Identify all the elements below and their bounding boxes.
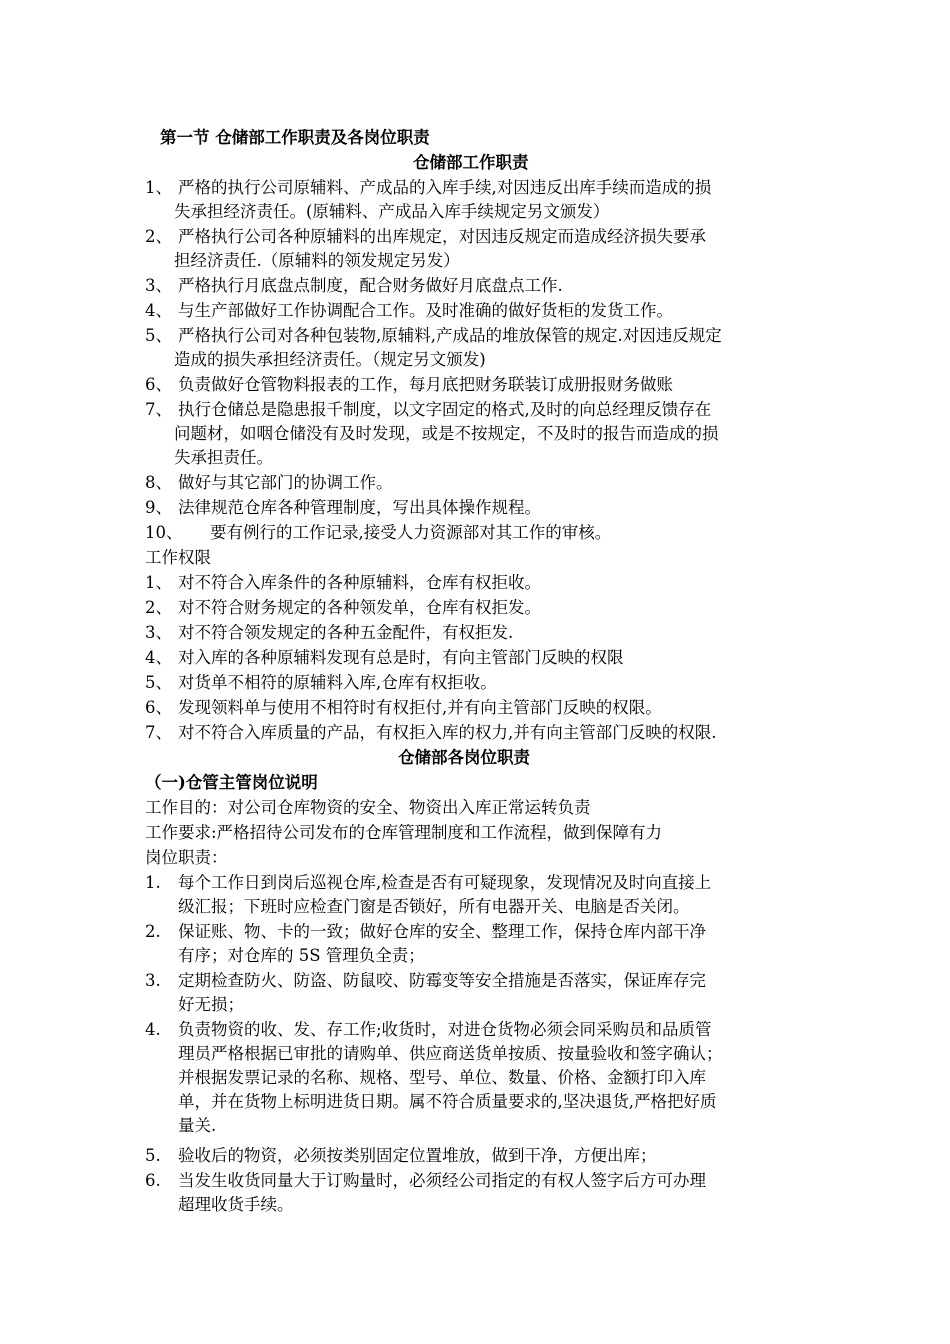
item-number: 5.: [145, 1146, 161, 1165]
item-number: 4.: [145, 1020, 161, 1039]
item-line: 担经济责任.（原辅料的领发规定另发）: [174, 251, 460, 270]
item-line: 对货单不相符的原辅料入库,仓库有权拒收。: [178, 673, 497, 692]
duties-label: 岗位职责：: [145, 848, 228, 867]
item-line: 与生产部做好工作协调配合工作。及时准确的做好货柜的发货工作。: [178, 301, 673, 320]
item-line: 好无损；: [178, 995, 244, 1014]
item-line: 对不符合领发规定的各种五金配件，有权拒发.: [178, 623, 514, 642]
item-line: 造成的损失承担经济责任。（规定另文颁发): [174, 350, 486, 369]
item-line: 失承担经济责任。(原辅料、产成品入库手续规定另文颁发）: [174, 202, 610, 221]
item-number: 3、: [145, 276, 172, 295]
item-number: 9、: [145, 498, 172, 517]
item-line: 理员严格根据已审批的请购单、供应商送货单按质、按量验收和签字确认；: [178, 1044, 723, 1063]
item-line: 负责物资的收、发、存工作;收货时，对进仓货物必须会同采购员和品质管: [178, 1020, 712, 1039]
item-number: 3.: [145, 971, 161, 990]
item-number: 1、: [145, 573, 172, 592]
item-line: 执行仓储总是隐患报千制度，以文字固定的格式,及时的向总经理反馈存在: [178, 400, 712, 419]
item-line: 失承担责任。: [174, 448, 273, 467]
section-title: 第一节 仓储部工作职责及各岗位职责: [160, 128, 430, 147]
item-line: 有序；对仓库的 5S 管理负全责；: [178, 946, 425, 965]
item-number: 8、: [145, 473, 172, 492]
item-number: 1.: [145, 873, 161, 892]
item-line: 要有例行的工作记录,接受人力资源部对其工作的审核。: [210, 523, 612, 542]
item-number: 10、: [145, 523, 183, 542]
work-purpose: 工作目的：对公司仓库物资的安全、物资出入库正常运转负责: [145, 798, 591, 817]
item-line: 验收后的物资，必须按类别固定位置堆放，做到干净，方便出库；: [178, 1146, 657, 1165]
post-duties-heading: 仓储部各岗位职责: [398, 748, 530, 767]
dept-duties-heading: 仓储部工作职责: [413, 153, 529, 172]
post-sub-heading: （一)仓管主管岗位说明: [145, 773, 318, 792]
item-number: 7、: [145, 400, 172, 419]
item-line: 量关.: [178, 1116, 217, 1135]
item-line: 严格执行公司对各种包装物,原辅料,产成品的堆放保管的规定.对因违反规定: [178, 326, 722, 345]
item-number: 2、: [145, 227, 172, 246]
item-number: 3、: [145, 623, 172, 642]
item-line: 做好与其它部门的协调工作。: [178, 473, 393, 492]
item-number: 4、: [145, 301, 172, 320]
item-number: 5、: [145, 673, 172, 692]
item-number: 4、: [145, 648, 172, 667]
work-requirement: 工作要求:严格招待公司发布的仓库管理制度和工作流程，做到保障有力: [145, 823, 663, 842]
item-line: 并根据发票记录的名称、规格、型号、单位、数量、价格、金额打印入库: [178, 1068, 706, 1087]
item-line: 严格的执行公司原辅料、产成品的入库手续,对因违反出库手续而造成的损: [178, 178, 712, 197]
item-line: 严格执行月底盘点制度，配合财务做好月底盘点工作.: [178, 276, 563, 295]
item-line: 对入库的各种原辅料发现有总是时，有向主管部门反映的权限: [178, 648, 624, 667]
item-line: 发现领料单与使用不相符时有权拒付,并有向主管部门反映的权限。: [178, 698, 662, 717]
item-line: 负责做好仓管物料报表的工作，每月底把财务联装订成册报财务做账: [178, 375, 673, 394]
item-line: 当发生收货同量大于订购量时，必须经公司指定的有权人签字后方可办理: [178, 1171, 706, 1190]
item-number: 6、: [145, 698, 172, 717]
item-line: 每个工作日到岗后巡视仓库,检查是否有可疑现象，发现情况及时向直接上: [178, 873, 712, 892]
item-number: 6、: [145, 375, 172, 394]
authority-heading: 工作权限: [145, 548, 211, 567]
item-number: 2、: [145, 598, 172, 617]
item-line: 单，并在货物上标明进货日期。属不符合质量要求的,坚决退货,严格把好质: [178, 1092, 717, 1111]
item-line: 对不符合入库条件的各种原辅料，仓库有权拒收。: [178, 573, 541, 592]
item-number: 1、: [145, 178, 172, 197]
item-line: 严格执行公司各种原辅料的出库规定，对因违反规定而造成经济损失要承: [178, 227, 706, 246]
item-number: 7、: [145, 723, 172, 742]
item-line: 对不符合财务规定的各种领发单，仓库有权拒发。: [178, 598, 541, 617]
item-number: 6.: [145, 1171, 161, 1190]
item-line: 对不符合入库质量的产品，有权拒入库的权力,并有向主管部门反映的权限.: [178, 723, 717, 742]
item-line: 定期检查防火、防盗、防鼠咬、防霉变等安全措施是否落实，保证库存完: [178, 971, 706, 990]
item-line: 保证账、物、卡的一致；做好仓库的安全、整理工作，保持仓库内部干净: [178, 922, 706, 941]
item-line: 超理收货手续。: [178, 1195, 294, 1214]
item-number: 5、: [145, 326, 172, 345]
item-number: 2.: [145, 922, 161, 941]
item-line: 法律规范仓库各种管理制度，写出具体操作规程。: [178, 498, 541, 517]
item-line: 问题材，如咽仓储没有及时发现，或是不按规定，不及时的报告而造成的损: [174, 424, 719, 443]
item-line: 级汇报；下班时应检查门窗是否锁好，所有电器开关、电脑是否关闭。: [178, 897, 690, 916]
